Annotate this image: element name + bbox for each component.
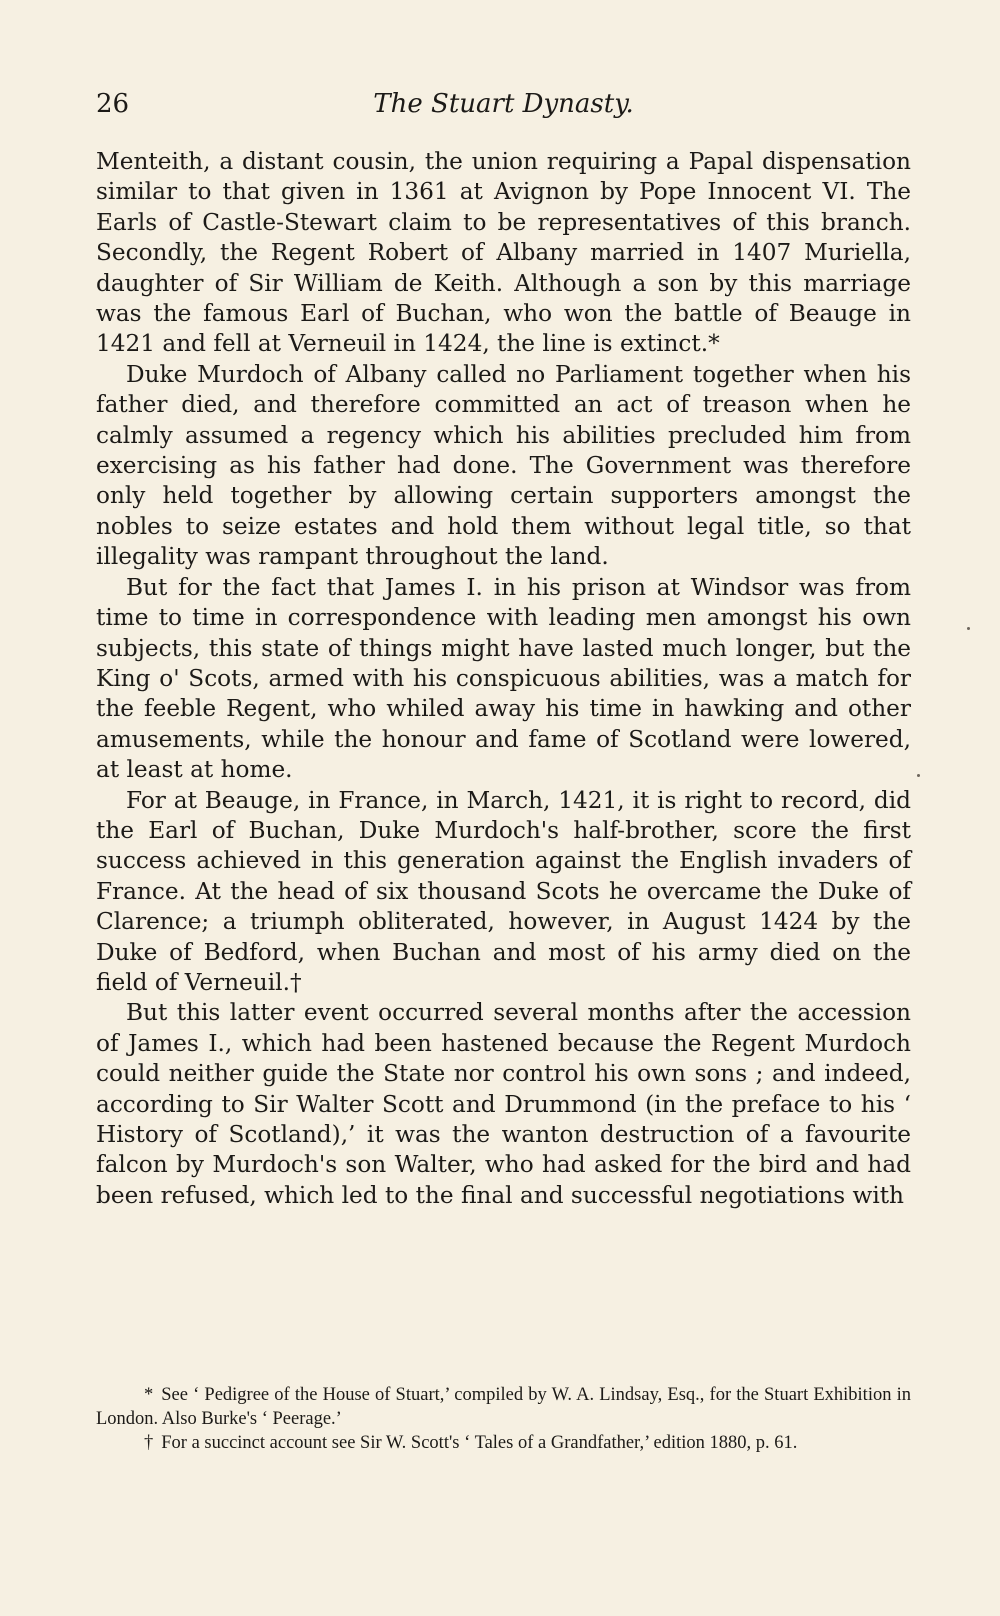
paper-speck	[967, 627, 970, 630]
footnote	[96, 1383, 911, 1431]
paragraph: But this latter event occurred several months after the accession of James I., which had been hastened because the Regent Murdoch could neither guide the State nor control his own sons ; and indeed, according to Sir Walter Scott and Drummond (in the preface to his ‘ History of Scotland),’ it was the wanton destruction of a favourite falcon by Murdoch's son Walter, who had asked for the bird and had been refused, which led to the final and successful negotiations with	[96, 999, 911, 1209]
paragraph: For at Beauge, in France, in March, 1421, it is right to record, did the Earl of Buchan, Duke Murdoch's half-brother, score the first success achieved in this generation against the English invaders of France. At the head of six thousand Scots he overcame the Duke of Clarence; a triumph obliterated, however, in August 1424 by the Duke of Bedford, when Buchan and most of his army died on the field of Verneuil.†	[96, 786, 911, 996]
paper-speck	[917, 774, 920, 777]
body-text	[96, 147, 911, 1211]
paragraph: But for the fact that James I. in his prison at Windsor was from time to time in correspondence with leading men amongst his own subjects, this state of things might have lasted much longer, but the King o' Scots, armed with his conspicuous abilities, was a match for the feeble Regent, who whiled away his time in hawking and other amusements, while the honour and fame of Scotland were lowered, at least at home.	[96, 573, 911, 784]
footnote-mark: *	[144, 1385, 154, 1405]
footnote-text: For a succinct account see Sir W. Scott's ‘ Tales of a Grandfather,’ edition 1880, p. 61.	[161, 1433, 798, 1453]
paragraph: Duke Murdoch of Albany called no Parliament together when his father died, and therefore committed an act of treason when he calmly assumed a regency which his abilities precluded him from exercising as his father had done. The Government was therefore only held together by allowing certain supporters amongst the nobles to seize estates and hold them without legal title, so that illegality was rampant throughout the land.	[96, 360, 911, 571]
footnotes	[96, 1383, 911, 1455]
footnote-mark: †	[144, 1433, 154, 1453]
page-header	[96, 84, 911, 124]
page-number: 26	[96, 89, 130, 119]
paragraph: Menteith, a distant cousin, the union requiring a Papal dispensation similar to that given in 1361 at Avignon by Pope Innocent VI. The Earls of Castle-Stewart claim to be representatives of this branch. Secondly, the Regent Robert of Albany married in 1407 Muriella, daughter of Sir William de Keith. Although a son by this marriage was the famous Earl of Buchan, who won the battle of Beauge in 1421 and fell at Verneuil in 1424, the line is extinct.*	[96, 148, 911, 358]
footnote-text: See ‘ Pedigree of the House of Stuart,’ compiled by W. A. Lindsay, Esq., for the Stuart Exhibition in London. Also Burke's ‘ Peerage.’	[96, 1385, 911, 1429]
footnote	[96, 1431, 911, 1455]
running-title: The Stuart Dynasty.	[373, 89, 634, 119]
